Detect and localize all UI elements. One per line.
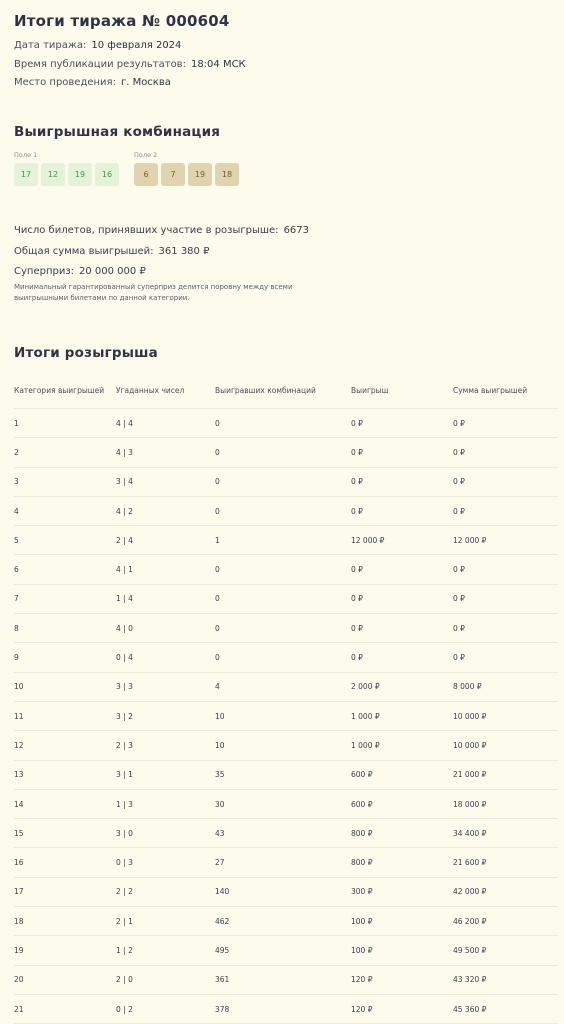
cell-guessed: 4 | 0 [116, 623, 133, 633]
cell-prize: 800 ₽ [351, 858, 373, 868]
combination-title: Выигрышная комбинация [14, 124, 221, 140]
cell-total: 18 000 ₽ [453, 799, 487, 809]
cell-combinations: 1 [215, 535, 220, 545]
cell-total: 21 600 ₽ [453, 858, 487, 868]
cell-category: 19 [14, 945, 24, 955]
cell-combinations: 0 [215, 623, 220, 633]
cell-prize: 0 ₽ [351, 623, 363, 633]
cell-total: 10 000 ₽ [453, 711, 487, 721]
cell-total: 0 ₽ [453, 594, 465, 604]
cell-combinations: 0 [215, 418, 220, 428]
cell-combinations: 140 [215, 887, 230, 897]
superprize-label: Суперприз: [14, 266, 75, 277]
cell-prize: 1 000 ₽ [351, 740, 380, 750]
field-2-ball: 7 [161, 163, 185, 186]
cell-total: 21 000 ₽ [453, 770, 487, 780]
field-2-ball: 6 [134, 163, 158, 186]
cell-prize: 0 ₽ [351, 447, 363, 457]
cell-prize: 1 000 ₽ [351, 711, 380, 721]
cell-guessed: 1 | 2 [116, 945, 133, 955]
tickets-count [14, 225, 309, 236]
cell-combinations: 0 [215, 594, 220, 604]
cell-combinations: 30 [215, 799, 225, 809]
table-row [14, 761, 558, 790]
cell-guessed: 4 | 1 [116, 565, 133, 575]
table-row [14, 409, 558, 438]
table-row [14, 702, 558, 731]
cell-category: 20 [14, 975, 24, 985]
table-row [14, 878, 558, 907]
cell-total: 10 000 ₽ [453, 740, 487, 750]
cell-category: 1 [14, 418, 19, 428]
cell-prize: 600 ₽ [351, 770, 373, 780]
total-winnings-label: Общая сумма выигрышей: [14, 246, 154, 257]
cell-prize: 2 000 ₽ [351, 682, 380, 692]
field-1-label: Поле 1 [14, 151, 38, 159]
superprize [14, 266, 146, 277]
results-title: Итоги розыгрыша [14, 345, 158, 361]
table-row [14, 555, 558, 584]
cell-category: 21 [14, 1004, 24, 1014]
cell-total: 43 320 ₽ [453, 975, 487, 985]
cell-category: 5 [14, 535, 19, 545]
field-2-label: Поле 2 [134, 151, 158, 159]
publish-time [14, 59, 246, 70]
cell-combinations: 462 [215, 916, 230, 926]
cell-prize: 0 ₽ [351, 506, 363, 516]
cell-category: 7 [14, 594, 19, 604]
column-header-total: Сумма выигрышей [453, 386, 528, 395]
table-row [14, 497, 558, 526]
field-1-ball: 12 [41, 163, 65, 186]
cell-combinations: 27 [215, 858, 225, 868]
cell-combinations: 0 [215, 447, 220, 457]
field-1-ball: 19 [68, 163, 92, 186]
cell-total: 45 360 ₽ [453, 1004, 487, 1014]
cell-guessed: 3 | 2 [116, 711, 133, 721]
cell-prize: 0 ₽ [351, 653, 363, 663]
superprize-value: 20 000 000 ₽ [79, 266, 146, 277]
cell-guessed: 1 | 3 [116, 799, 133, 809]
draw-place-value: г. Москва [120, 77, 171, 88]
cell-total: 8 000 ₽ [453, 682, 482, 692]
table-row [14, 673, 558, 702]
cell-guessed: 2 | 2 [116, 887, 133, 897]
tickets-count-value: 6673 [283, 225, 310, 236]
cell-total: 0 ₽ [453, 623, 465, 633]
cell-category: 4 [14, 506, 19, 516]
total-winnings-value: 361 380 ₽ [158, 246, 210, 257]
cell-total: 0 ₽ [453, 418, 465, 428]
table-row [14, 585, 558, 614]
cell-prize: 600 ₽ [351, 799, 373, 809]
cell-prize: 0 ₽ [351, 594, 363, 604]
table-row [14, 848, 558, 877]
table-row [14, 790, 558, 819]
cell-total: 0 ₽ [453, 477, 465, 487]
publish-time-label: Время публикации результатов: [14, 59, 186, 70]
cell-prize: 0 ₽ [351, 565, 363, 575]
cell-guessed: 2 | 1 [116, 916, 133, 926]
draw-place-label: Место проведения: [14, 77, 116, 88]
cell-guessed: 4 | 2 [116, 506, 133, 516]
column-header-category: Категория выигрышей [14, 386, 105, 395]
cell-combinations: 10 [215, 740, 225, 750]
draw-date-value: 10 февраля 2024 [91, 40, 182, 51]
cell-total: 0 ₽ [453, 447, 465, 457]
cell-total: 42 000 ₽ [453, 887, 487, 897]
cell-combinations: 43 [215, 828, 225, 838]
cell-total: 12 000 ₽ [453, 535, 487, 545]
cell-category: 17 [14, 887, 24, 897]
tickets-count-label: Число билетов, принявших участие в розыгрыше: [14, 225, 279, 236]
cell-combinations: 495 [215, 945, 230, 955]
cell-prize: 0 ₽ [351, 418, 363, 428]
cell-guessed: 3 | 3 [116, 682, 133, 692]
cell-combinations: 0 [215, 477, 220, 487]
cell-category: 9 [14, 653, 19, 663]
column-header-guessed: Угаданных чисел [116, 386, 185, 395]
cell-guessed: 3 | 1 [116, 770, 133, 780]
results-table [14, 381, 558, 1024]
cell-prize: 120 ₽ [351, 975, 373, 985]
cell-total: 46 200 ₽ [453, 916, 487, 926]
superprize-note: Минимальный гарантированный суперприз делится поровну между всеми выигрышными билетами по данной категории. [14, 283, 293, 302]
table-row [14, 819, 558, 848]
cell-category: 10 [14, 682, 24, 692]
cell-category: 18 [14, 916, 24, 926]
table-row [14, 614, 558, 643]
cell-prize: 800 ₽ [351, 828, 373, 838]
cell-guessed: 2 | 4 [116, 535, 133, 545]
cell-total: 0 ₽ [453, 565, 465, 575]
cell-category: 6 [14, 565, 19, 575]
table-row [14, 966, 558, 995]
draw-place [14, 77, 171, 88]
cell-total: 0 ₽ [453, 653, 465, 663]
publish-time-value: 18:04 МСК [190, 59, 246, 70]
table-row [14, 526, 558, 555]
cell-category: 8 [14, 623, 19, 633]
page-title: Итоги тиража № 000604 [14, 12, 230, 30]
cell-category: 15 [14, 828, 24, 838]
cell-combinations: 378 [215, 1004, 230, 1014]
cell-prize: 120 ₽ [351, 1004, 373, 1014]
cell-prize: 0 ₽ [351, 477, 363, 487]
results-table-header [14, 381, 558, 409]
cell-prize: 300 ₽ [351, 887, 373, 897]
table-row [14, 936, 558, 965]
cell-total: 49 500 ₽ [453, 945, 487, 955]
cell-category: 2 [14, 447, 19, 457]
cell-combinations: 361 [215, 975, 230, 985]
cell-combinations: 0 [215, 565, 220, 575]
total-winnings [14, 246, 209, 257]
cell-guessed: 0 | 4 [116, 653, 133, 663]
cell-guessed: 3 | 4 [116, 477, 133, 487]
cell-combinations: 0 [215, 653, 220, 663]
cell-prize: 100 ₽ [351, 916, 373, 926]
cell-total: 34 400 ₽ [453, 828, 487, 838]
column-header-prize: Выигрыш [351, 386, 389, 395]
field-2-ball: 18 [215, 163, 239, 186]
cell-guessed: 3 | 0 [116, 828, 133, 838]
cell-prize: 100 ₽ [351, 945, 373, 955]
cell-category: 11 [14, 711, 24, 721]
table-row [14, 643, 558, 672]
cell-combinations: 0 [215, 506, 220, 516]
cell-prize: 12 000 ₽ [351, 535, 385, 545]
column-header-combinations: Выигравших комбинаций [215, 386, 316, 395]
draw-date-label: Дата тиража: [14, 40, 87, 51]
table-row [14, 438, 558, 467]
cell-category: 14 [14, 799, 24, 809]
table-row [14, 907, 558, 936]
cell-category: 3 [14, 477, 19, 487]
cell-guessed: 0 | 2 [116, 1004, 133, 1014]
field-1 [14, 151, 119, 186]
cell-guessed: 2 | 3 [116, 740, 133, 750]
cell-guessed: 0 | 3 [116, 858, 133, 868]
cell-total: 0 ₽ [453, 506, 465, 516]
field-1-ball: 17 [14, 163, 38, 186]
table-row [14, 468, 558, 497]
cell-combinations: 4 [215, 682, 220, 692]
cell-combinations: 35 [215, 770, 225, 780]
cell-guessed: 2 | 0 [116, 975, 133, 985]
cell-category: 12 [14, 740, 24, 750]
draw-date [14, 40, 181, 51]
cell-category: 16 [14, 858, 24, 868]
field-2-ball: 19 [188, 163, 212, 186]
table-row [14, 731, 558, 760]
table-row [14, 995, 558, 1024]
cell-guessed: 4 | 3 [116, 447, 133, 457]
cell-guessed: 4 | 4 [116, 418, 133, 428]
cell-combinations: 10 [215, 711, 225, 721]
results-table-body [14, 409, 558, 1024]
cell-category: 13 [14, 770, 24, 780]
cell-guessed: 1 | 4 [116, 594, 133, 604]
field-2 [134, 151, 239, 186]
field-1-ball: 16 [95, 163, 119, 186]
